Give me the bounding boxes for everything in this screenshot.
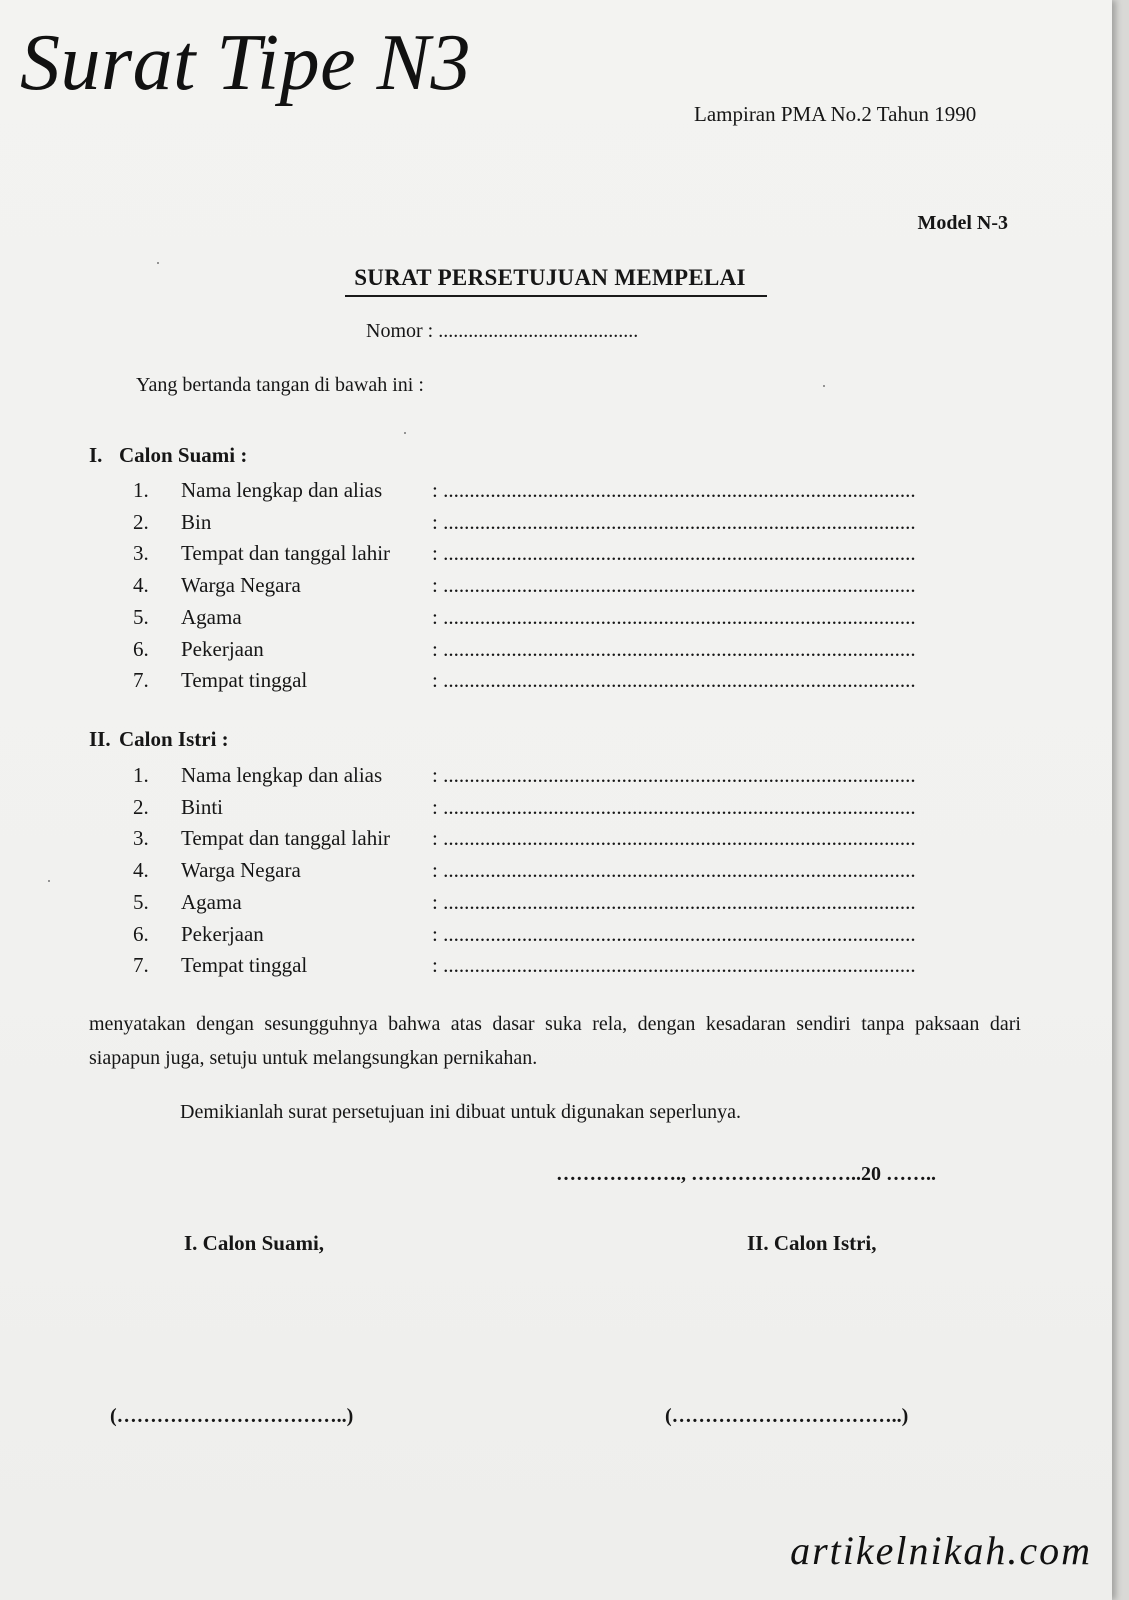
- field-number: 4.: [133, 858, 149, 882]
- field-number: 2.: [133, 795, 149, 819]
- field-number: 3.: [133, 541, 149, 565]
- field-label: Nama lengkap dan alias: [181, 478, 383, 502]
- title-underline: [345, 295, 767, 297]
- date-line: ………………., ……………………..20 ……..: [556, 1163, 936, 1185]
- field-number: 2.: [133, 510, 149, 534]
- field-label: Agama: [181, 890, 242, 914]
- field-row: [0, 605, 1112, 637]
- signature-label-istri: II. Calon Istri,: [747, 1231, 877, 1255]
- field-number: 6.: [133, 922, 149, 946]
- field-row: [0, 826, 1112, 858]
- field-row: [0, 510, 1112, 542]
- field-blank: : ..........................................................................................: [432, 953, 916, 977]
- field-row: [0, 478, 1112, 510]
- paper-speck: [48, 880, 50, 882]
- field-number: 5.: [133, 890, 149, 914]
- field-blank: : ..........................................................................................: [432, 510, 916, 534]
- field-label: Agama: [181, 605, 242, 629]
- section-heading-calon-suami: [89, 443, 247, 468]
- field-blank: : ..........................................................................................: [432, 858, 916, 882]
- field-label: Tempat dan tanggal lahir: [181, 826, 391, 850]
- model-label: Model N-3: [917, 212, 1008, 234]
- section-heading-calon-istri: [89, 727, 229, 752]
- field-number: 1.: [133, 763, 149, 787]
- document-title: SURAT PERSETUJUAN MEMPELAI: [354, 265, 746, 290]
- field-blank: : ..........................................................................................: [432, 763, 916, 787]
- closing-sentence: Demikianlah surat persetujuan ini dibuat untuk digunakan seperlunya.: [180, 1101, 741, 1123]
- watermark-title: Surat Tipe N3: [20, 19, 472, 107]
- paper-speck: [404, 432, 406, 434]
- field-label: Pekerjaan: [181, 637, 264, 661]
- field-number: 3.: [133, 826, 149, 850]
- field-blank: : ..........................................................................................: [432, 668, 916, 692]
- section-numeral: II.: [89, 727, 111, 751]
- field-blank: : ..........................................................................................: [432, 605, 916, 629]
- field-label: Warga Negara: [181, 573, 301, 597]
- field-blank: : ..........................................................................................: [432, 890, 916, 914]
- watermark-site: artikelnikah.com: [790, 1528, 1092, 1573]
- nomor-field: Nomor : ........................................: [366, 320, 639, 342]
- field-row: [0, 763, 1112, 795]
- field-blank: : ..........................................................................................: [432, 922, 916, 946]
- field-row: [0, 668, 1112, 700]
- lampiran-reference: Lampiran PMA No.2 Tahun 1990: [694, 102, 977, 126]
- section-heading-text: Calon Suami :: [119, 443, 248, 467]
- field-row: [0, 953, 1112, 985]
- signature-line-suami: (……………………………..): [110, 1405, 354, 1427]
- field-label: Warga Negara: [181, 858, 301, 882]
- field-label: Pekerjaan: [181, 922, 264, 946]
- document-title-wrap: [0, 265, 1112, 291]
- field-number: 7.: [133, 953, 149, 977]
- section-numeral: I.: [89, 443, 103, 467]
- intro-text: Yang bertanda tangan di bawah ini :: [136, 374, 424, 396]
- field-row: [0, 922, 1112, 954]
- field-number: 7.: [133, 668, 149, 692]
- field-row: [0, 858, 1112, 890]
- field-label: Tempat dan tanggal lahir: [181, 541, 391, 565]
- section-heading-text: Calon Istri :: [119, 727, 229, 751]
- statement-paragraph: menyatakan dengan sesungguhnya bahwa atas dasar suka rela, dengan kesadaran sendiri tanpa paksaan dari siapapun juga, setuju untuk melangsungkan pernikahan.: [89, 1013, 1021, 1069]
- field-label: Binti: [181, 795, 224, 819]
- field-blank: : ..........................................................................................: [432, 637, 916, 661]
- field-row: [0, 890, 1112, 922]
- field-number: 4.: [133, 573, 149, 597]
- field-blank: : ..........................................................................................: [432, 795, 916, 819]
- field-label: Tempat tinggal: [181, 668, 308, 692]
- field-label: Bin: [181, 510, 212, 534]
- paper-speck: [823, 385, 825, 387]
- field-blank: : ..........................................................................................: [432, 541, 916, 565]
- paper-speck: [157, 262, 159, 264]
- signature-line-istri: (……………………………..): [665, 1405, 909, 1427]
- field-blank: : ..........................................................................................: [432, 478, 916, 502]
- field-row: [0, 637, 1112, 669]
- field-number: 6.: [133, 637, 149, 661]
- field-number: 1.: [133, 478, 149, 502]
- field-row: [0, 573, 1112, 605]
- field-label: Tempat tinggal: [181, 953, 308, 977]
- field-blank: : ..........................................................................................: [432, 573, 916, 597]
- field-number: 5.: [133, 605, 149, 629]
- field-label: Nama lengkap dan alias: [181, 763, 383, 787]
- signature-label-suami: I. Calon Suami,: [184, 1231, 325, 1255]
- field-row: [0, 795, 1112, 827]
- field-blank: : ..........................................................................................: [432, 826, 916, 850]
- field-row: [0, 541, 1112, 573]
